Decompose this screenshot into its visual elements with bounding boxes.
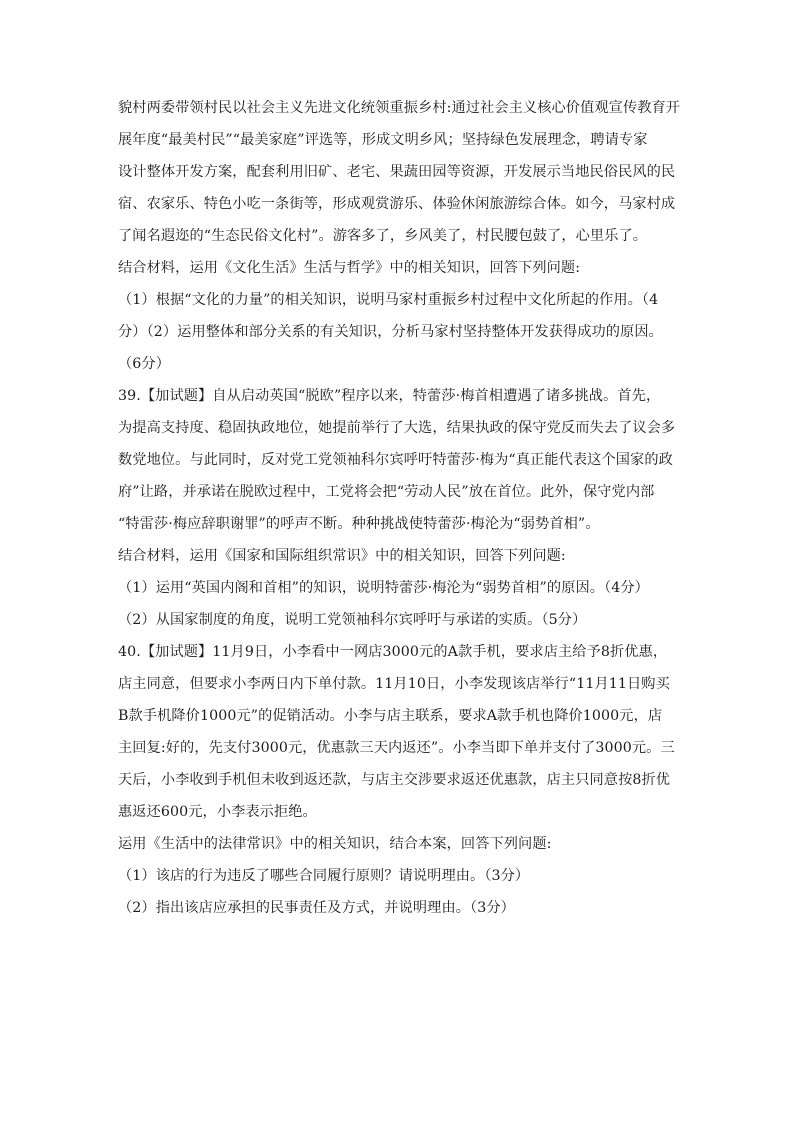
prompt-39: 结合材料，运用《国家和国际组织常识》中的相关知识，回答下列问题: [118,548,566,564]
material-39-line: 为提高支持度、稳固执政地位，她提前举行了大选，结果执政的保守党反而失去了议会多 [118,420,676,436]
material-40-line: B款手机降价1000元”的促销活动。小李与店主联系，要求A款手机也降价1000元，店 [118,708,663,724]
material-39-line: 府”让路，并承诺在脱欧过程中，工党将会把“劳动人民”放在首位。此外，保守党内部 [118,484,655,500]
material-40-line: 40.【加试题】11月9日，小李看中一网店3000元的A款手机，要求店主给予8折优惠， [118,644,668,660]
prompt-38: 结合材料，运用《文化生活》生活与哲学》中的相关知识，回答下列问题: [118,260,581,276]
question-39-line: （1）运用“英国内阁和首相”的知识，说明特蕾莎·梅沦为“弱势首相”的原因。（4分） [118,580,649,596]
material-39-line: 数党地位。与此同时，反对党工党领袖科尔宾呼吁特蕾莎·梅为“真正能代表这个国家的政 [118,452,673,468]
question-40-line: （1）该店的行为违反了哪些合同履行原则？请说明理由。（3分） [118,868,530,884]
material-38-line: 宿、农家乐、特色小吃一条街等，形成观赏游乐、体验休闲旅游综合体。如今，马家村成 [118,196,676,212]
material-38-line: 貌村两委带领村民以社会主义先进文化统领重振乡村:通过社会主义核心价值观宣传教育开 [118,100,681,116]
material-40-line: 惠返还600元，小李表示拒绝。 [118,804,317,820]
question-38-line: 分）（2）运用整体和部分关系的有关知识，分析马家村坚持整体开发获得成功的原因。 [118,324,663,340]
material-39-line: 39.【加试题】自从启动英国“脱欧”程序以来，特蕾莎·梅首相遭遇了诸多挑战。首先， [118,388,661,404]
question-38-line: （6分） [118,356,170,372]
question-39-line: （2）从国家制度的角度，说明工党领袖科尔宾呼吁与承诺的实质。（5分） [118,612,587,628]
material-40-line: 主回复:好的，先支付3000元，优惠款三天内返还”。小李当即下单并支付了3000元。三 [118,740,675,756]
material-40-line: 天后，小李收到手机但未收到返还款，与店主交涉要求返还优惠款，店主只同意按8折优 [118,772,671,788]
prompt-40: 运用《生活中的法律常识》中的相关知识，结合本案，回答下列问题: [118,836,552,852]
question-40-line: （2）指出该店应承担的民事责任及方式，并说明理由。（3分） [118,900,515,916]
material-38-line: 设计整体开发方案，配套利用旧矿、老宅、果蔬田园等资源，开发展示当地民俗民风的民 [118,164,676,180]
material-40-line: 店主同意，但要求小李两日内下单付款。11月10日，小李发现该店举行“11月11日购买 [118,676,670,692]
material-38-line: 了闻名遐迩的“生态民俗文化村”。游客多了，乡风美了，村民腰包鼓了，心里乐了。 [118,228,648,244]
question-38-line: （1）根据“文化的力量”的相关知识，说明马家村重振乡村过程中文化所起的作用。（4 [118,292,659,308]
material-38-line: 展年度“最美村民”“最美家庭”评选等，形成文明乡风；坚持绿色发展理念，聘请专家 [118,132,648,148]
material-39-line: “特雷莎·梅应辞职谢罪”的呼声不断。种种挑战使特蕾莎·梅沦为“弱势首相”。 [118,516,600,532]
